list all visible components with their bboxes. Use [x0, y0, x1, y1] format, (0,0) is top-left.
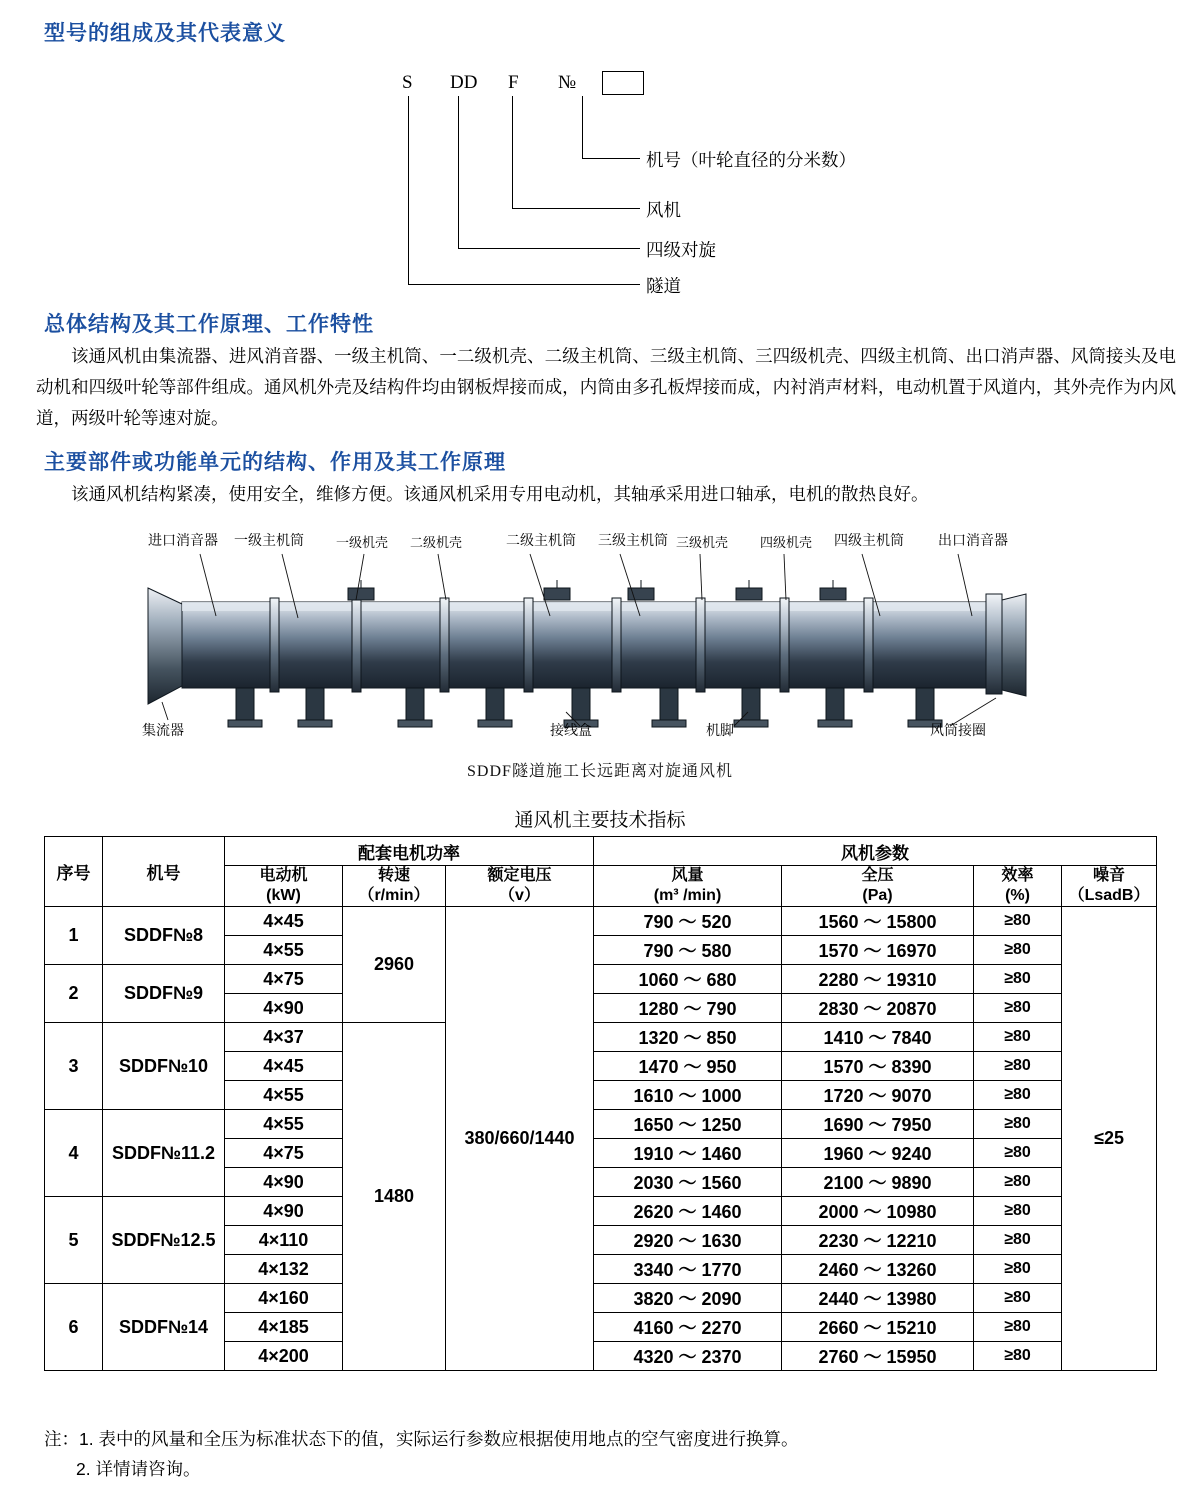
cell-index: 5 — [45, 1197, 103, 1284]
table-row — [45, 1284, 1157, 1313]
figure-label-outlet-silencer: 出口消音器 — [938, 532, 1008, 548]
header-group-motor: 配套电机功率 — [225, 837, 594, 866]
cell-pressure: 2660 ～ 15210 — [782, 1313, 974, 1342]
cell-efficiency: ≥80 — [974, 1255, 1062, 1284]
model-token-no: № — [558, 72, 577, 93]
cell-efficiency: ≥80 — [974, 965, 1062, 994]
cell-pressure: 2000 ～ 10980 — [782, 1197, 974, 1226]
header-motor-power-line1: 电动机 — [259, 867, 308, 884]
cell-flow: 1320 ～ 850 — [594, 1023, 782, 1052]
cell-voltage: 380/660/1440 — [446, 907, 594, 1371]
figure-label-stage3-casing: 三级机壳 — [676, 535, 729, 550]
cell-motor-power: 4×160 — [225, 1284, 343, 1313]
cell-efficiency: ≥80 — [974, 1052, 1062, 1081]
table-row — [45, 1110, 1157, 1139]
header-motor-power-line2: (kW) — [266, 887, 301, 904]
cell-motor-power: 4×90 — [225, 1197, 343, 1226]
cell-pressure: 2440 ～ 13980 — [782, 1284, 974, 1313]
leader-h-dd — [458, 248, 640, 249]
cell-flow: 790 ～ 580 — [594, 936, 782, 965]
header-efficiency — [974, 866, 1062, 907]
header-index: 序号 — [45, 837, 103, 907]
table-title: 通风机主要技术指标 — [514, 810, 686, 831]
cell-efficiency: ≥80 — [974, 1081, 1062, 1110]
cell-pressure: 2100 ～ 9890 — [782, 1168, 974, 1197]
cell-index: 6 — [45, 1284, 103, 1371]
cell-flow: 2030 ～ 1560 — [594, 1168, 782, 1197]
cell-flow: 3340 ～ 1770 — [594, 1255, 782, 1284]
cell-model: SDDF№14 — [103, 1284, 225, 1371]
cell-model: SDDF№10 — [103, 1023, 225, 1110]
cell-efficiency: ≥80 — [974, 1284, 1062, 1313]
cell-pressure: 1570 ～ 16970 — [782, 936, 974, 965]
cell-motor-power: 4×55 — [225, 936, 343, 965]
model-token-s: S — [402, 72, 413, 93]
section-title-parts: 主要部件或功能单元的结构、作用及其工作原理 — [44, 451, 506, 474]
fan-diagram-svg — [120, 530, 1080, 780]
figure-label-stage2-body: 二级主机筒 — [506, 532, 576, 548]
callout-machine-number: 机号（叶轮直径的分米数） — [646, 150, 856, 170]
cell-motor-power: 4×185 — [225, 1313, 343, 1342]
cell-flow: 1470 ～ 950 — [594, 1052, 782, 1081]
cell-pressure: 2230 ～ 12210 — [782, 1226, 974, 1255]
cell-motor-power: 4×37 — [225, 1023, 343, 1052]
header-voltage-line1: 额定电压 — [487, 867, 552, 884]
table-body — [45, 907, 1157, 1371]
cell-motor-power: 4×55 — [225, 1110, 343, 1139]
table-row — [45, 1023, 1157, 1052]
figure-caption: SDDF隧道施工长远距离对旋通风机 — [467, 763, 733, 780]
figure-label-stage2-casing: 二级机壳 — [410, 535, 463, 550]
cell-motor-power: 4×132 — [225, 1255, 343, 1284]
cell-pressure: 1410 ～ 7840 — [782, 1023, 974, 1052]
cell-pressure: 1720 ～ 9070 — [782, 1081, 974, 1110]
header-speed-line2: （r/min） — [358, 887, 430, 904]
section-title-model-code: 型号的组成及其代表意义 — [44, 22, 286, 45]
cell-pressure: 1960 ～ 9240 — [782, 1139, 974, 1168]
figure-label-stage1-casing: 一级机壳 — [336, 535, 389, 550]
header-flow-line1: 风量 — [671, 867, 704, 884]
header-efficiency-line1: 效率 — [1001, 867, 1034, 884]
cell-efficiency: ≥80 — [974, 907, 1062, 936]
cell-index: 1 — [45, 907, 103, 965]
cell-flow: 4320 ～ 2370 — [594, 1342, 782, 1371]
cell-pressure: 2760 ～ 15950 — [782, 1342, 974, 1371]
cell-flow: 1910 ～ 1460 — [594, 1139, 782, 1168]
leader-h-s — [408, 284, 640, 285]
cell-efficiency: ≥80 — [974, 994, 1062, 1023]
cell-flow: 1650 ～ 1250 — [594, 1110, 782, 1139]
header-flow — [594, 866, 782, 907]
header-pressure-line1: 全压 — [861, 867, 894, 884]
leader-line-s — [408, 96, 409, 284]
cell-model: SDDF№11.2 — [103, 1110, 225, 1197]
cell-motor-power: 4×45 — [225, 1052, 343, 1081]
table-header-group-row — [45, 837, 1157, 866]
leader-h-f — [512, 208, 640, 209]
cell-model: SDDF№8 — [103, 907, 225, 965]
cell-speed: 1480 — [343, 1023, 446, 1371]
model-token-dd: DD — [450, 72, 478, 93]
header-motor-power — [225, 866, 343, 907]
figure-label-stage3-body: 三级主机筒 — [598, 532, 668, 548]
leader-line-f — [512, 96, 513, 208]
cell-pressure: 2460 ～ 13260 — [782, 1255, 974, 1284]
leader-h-no — [582, 158, 640, 159]
paragraph-parts: 该通风机结构紧凑，使用安全，维修方便。该通风机采用专用电动机，其轴承采用进口轴承，电机的散热良好。 — [71, 484, 929, 504]
leader-line-dd — [458, 96, 459, 248]
cell-index: 3 — [45, 1023, 103, 1110]
header-noise — [1062, 866, 1157, 907]
cell-efficiency: ≥80 — [974, 1168, 1062, 1197]
header-model: 机号 — [103, 837, 225, 907]
cell-index: 4 — [45, 1110, 103, 1197]
table-notes — [44, 1424, 798, 1484]
model-token-f: F — [508, 72, 519, 93]
header-pressure-line2: (Pa) — [862, 887, 893, 904]
cell-efficiency: ≥80 — [974, 936, 1062, 965]
cell-efficiency: ≥80 — [974, 1023, 1062, 1052]
figure-label-stage4-body: 四级主机筒 — [834, 532, 904, 548]
cell-efficiency: ≥80 — [974, 1197, 1062, 1226]
note-line-2: 2. 详情请咨询。 — [76, 1459, 201, 1479]
callout-fan: 风机 — [646, 200, 681, 220]
header-voltage-line2: （v） — [499, 887, 540, 904]
callout-tunnel: 隧道 — [646, 276, 681, 296]
figure-label-collector: 集流器 — [142, 722, 184, 738]
cell-model: SDDF№12.5 — [103, 1197, 225, 1284]
figure-label-stage1-body: 一级主机筒 — [234, 532, 304, 548]
header-noise-line2: （LsadB） — [1068, 887, 1150, 904]
header-flow-line2: (m³ /min) — [653, 887, 722, 904]
cell-pressure: 1690 ～ 7950 — [782, 1110, 974, 1139]
figure-label-junction-box: 接线盒 — [550, 722, 592, 738]
cell-flow: 1280 ～ 790 — [594, 994, 782, 1023]
cell-flow: 790 ～ 520 — [594, 907, 782, 936]
header-efficiency-line2: (%) — [1005, 887, 1030, 904]
cell-motor-power: 4×75 — [225, 965, 343, 994]
header-speed — [343, 866, 446, 907]
cell-flow: 4160 ～ 2270 — [594, 1313, 782, 1342]
leader-line-no — [582, 96, 583, 158]
cell-efficiency: ≥80 — [974, 1139, 1062, 1168]
cell-motor-power: 4×45 — [225, 907, 343, 936]
header-speed-line1: 转速 — [377, 867, 410, 884]
cell-flow: 1060 ～ 680 — [594, 965, 782, 994]
callout-four-stage: 四级对旋 — [646, 240, 716, 260]
cell-noise: ≤25 — [1062, 907, 1157, 1371]
fan-illustration — [120, 530, 1080, 780]
cell-pressure: 1560 ～ 15800 — [782, 907, 974, 936]
cell-efficiency: ≥80 — [974, 1226, 1062, 1255]
cell-flow: 2920 ～ 1630 — [594, 1226, 782, 1255]
figure-label-stage4-casing: 四级机壳 — [760, 535, 813, 550]
header-voltage — [446, 866, 594, 907]
cell-flow: 2620 ～ 1460 — [594, 1197, 782, 1226]
note-line-1: 注：1. 表中的风量和全压为标准状态下的值，实际运行参数应根据使用地点的空气密度进行换算。 — [44, 1429, 799, 1449]
cell-motor-power: 4×55 — [225, 1081, 343, 1110]
table-row — [45, 907, 1157, 936]
cell-motor-power: 4×200 — [225, 1342, 343, 1371]
header-noise-line1: 噪音 — [1093, 867, 1126, 884]
cell-pressure: 2280 ～ 19310 — [782, 965, 974, 994]
cell-pressure: 1570 ～ 8390 — [782, 1052, 974, 1081]
section-title-structure: 总体结构及其工作原理、工作特性 — [44, 313, 374, 336]
spec-table — [44, 836, 1157, 1371]
cell-model: SDDF№9 — [103, 965, 225, 1023]
cell-motor-power: 4×90 — [225, 994, 343, 1023]
figure-label-inlet-silencer: 进口消音器 — [148, 532, 218, 548]
table-row — [45, 1197, 1157, 1226]
model-code-diagram — [340, 60, 940, 300]
cell-flow: 1610 ～ 1000 — [594, 1081, 782, 1110]
cell-efficiency: ≥80 — [974, 1313, 1062, 1342]
cell-index: 2 — [45, 965, 103, 1023]
cell-speed: 2960 — [343, 907, 446, 1023]
cell-efficiency: ≥80 — [974, 1342, 1062, 1371]
cell-pressure: 2830 ～ 20870 — [782, 994, 974, 1023]
cell-flow: 3820 ～ 2090 — [594, 1284, 782, 1313]
cell-motor-power: 4×110 — [225, 1226, 343, 1255]
header-pressure — [782, 866, 974, 907]
table-row — [45, 965, 1157, 994]
cell-efficiency: ≥80 — [974, 1110, 1062, 1139]
header-group-fan: 风机参数 — [594, 837, 1157, 866]
cell-motor-power: 4×90 — [225, 1168, 343, 1197]
figure-label-duct-ring: 风筒接圈 — [930, 722, 986, 738]
figure-label-machine-foot: 机脚 — [706, 722, 734, 738]
paragraph-structure: 该通风机由集流器、进风消音器、一级主机筒、一二级机壳、二级主机筒、三级主机筒、三四级机壳、四级主机筒、出口消声器、风筒接头及电动机和四级叶轮等部件组成。通风机外壳及结构件均由钢板焊接而成，内筒由多孔板焊接而成，内衬消声材料，电动机置于风道内，其外壳作为内风道，两级叶轮等速对旋。 — [36, 346, 1176, 428]
cell-motor-power: 4×75 — [225, 1139, 343, 1168]
model-number-box — [602, 71, 644, 95]
